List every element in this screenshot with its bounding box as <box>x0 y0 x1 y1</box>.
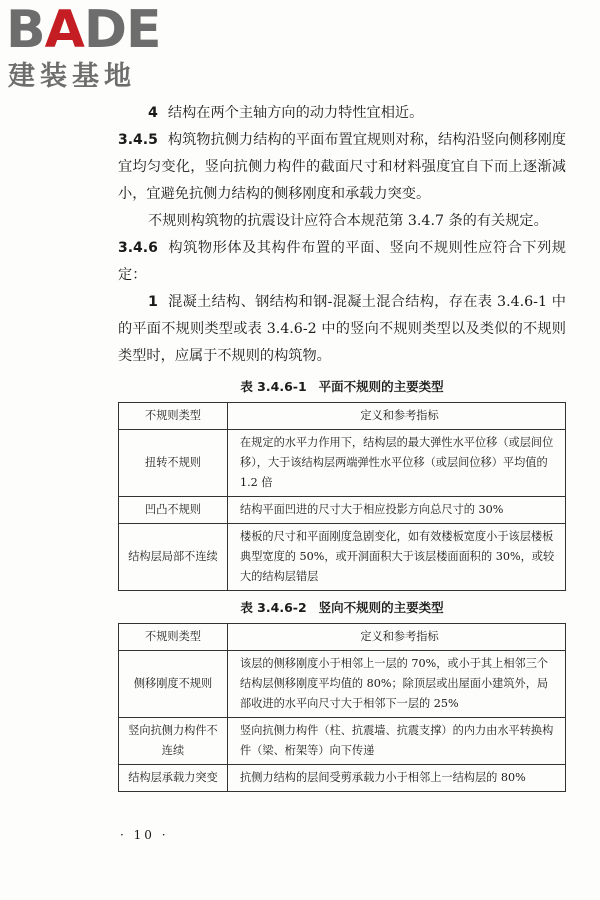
table-cell-type: 扭转不规则 <box>119 430 228 497</box>
table-cell-type: 结构层局部不连续 <box>119 524 228 591</box>
table-row <box>119 718 566 765</box>
table-cell-type: 凹凸不规则 <box>119 497 228 524</box>
logo-letter-b: B <box>6 0 45 60</box>
clause-text: 构筑物形体及其构件布置的平面、竖向不规则性应符合下列规定： <box>118 240 566 283</box>
table-plan-irregularity <box>118 402 566 591</box>
table-row <box>119 497 566 524</box>
table-cell-definition: 在规定的水平力作用下，结构层的最大弹性水平位移（或层间位移），大于该结构层两端弹性水平位移（或层间位移）平均值的 1.2 倍 <box>228 430 566 497</box>
paragraph-text: 结构在两个主轴方向的动力特性宜相近。 <box>167 105 424 121</box>
table-header-cell: 不规则类型 <box>119 624 228 651</box>
logo-wordmark <box>6 0 161 60</box>
paragraph-irregular-reference <box>118 208 566 235</box>
table-cell-type: 竖向抗侧力构件不连续 <box>119 718 228 765</box>
page-number: · 10 · <box>120 828 169 842</box>
table-number: 表 3.4.6-1 <box>240 379 307 394</box>
table-number: 表 3.4.6-2 <box>240 600 307 615</box>
table-2-caption <box>118 599 566 617</box>
table-header-cell: 定义和参考指标 <box>228 403 566 430</box>
table-row <box>119 651 566 718</box>
table-header-row <box>119 403 566 430</box>
clause-number: 3.4.5 <box>118 132 158 148</box>
clause-text: 构筑物抗侧力结构的平面布置宜规则对称，结构沿竖向侧移刚度宜均匀变化，竖向抗侧力构件的截面尺寸和材料强度宜自下而上逐渐减小，宜避免抗侧力结构的侧移刚度和承载力突变。 <box>118 132 566 202</box>
table-title: 竖向不规则的主要类型 <box>318 600 444 615</box>
table-cell-definition: 该层的侧移刚度小于相邻上一层的 70%，或小于其上相邻三个结构层侧移刚度平均值的 80%；除顶层或出屋面小建筑外，局部收进的水平向尺寸大于相邻下一层的 25% <box>228 651 566 718</box>
clause-3-4-5 <box>118 127 566 208</box>
logo <box>6 0 186 96</box>
table-cell-type: 结构层承载力突变 <box>119 765 228 792</box>
table-cell-type: 侧移刚度不规则 <box>119 651 228 718</box>
item-number: 1 <box>148 294 158 310</box>
clause-3-4-6 <box>118 235 566 289</box>
table-row <box>119 765 566 792</box>
logo-letters-de: DE <box>83 0 161 60</box>
paragraph-text: 混凝土结构、钢结构和钢-混凝土混合结构，存在表 3.4.6-1 中的平面不规则类型或表 3.4.6-2 中的竖向不规则类型以及类似的不规则类型时，应属于不规则的构筑物。 <box>118 294 566 364</box>
table-cell-definition: 抗侧力结构的层间受剪承载力小于相邻上一结构层的 80% <box>228 765 566 792</box>
table-header-cell: 定义和参考指标 <box>228 624 566 651</box>
paragraph-text: 不规则构筑物的抗震设计应符合本规范第 3.4.7 条的有关规定。 <box>148 213 548 229</box>
table-row <box>119 524 566 591</box>
table-row <box>119 430 566 497</box>
item-number: 4 <box>148 105 158 121</box>
clause-number: 3.4.6 <box>118 240 158 256</box>
table-cell-definition: 结构平面凹进的尺寸大于相应投影方向总尺寸的 30% <box>228 497 566 524</box>
logo-letter-a: A <box>44 0 84 60</box>
table-cell-definition: 竖向抗侧力构件（柱、抗震墙、抗震支撑）的内力由水平转换构件（梁、桁架等）向下传递 <box>228 718 566 765</box>
table-vertical-irregularity <box>118 623 566 792</box>
page-content <box>118 100 566 792</box>
table-header-row <box>119 624 566 651</box>
table-1-caption <box>118 378 566 396</box>
logo-subtitle: 建装基地 <box>8 61 136 92</box>
paragraph-item-4 <box>118 100 566 127</box>
paragraph-item-1 <box>118 289 566 370</box>
table-cell-definition: 楼板的尺寸和平面刚度急剧变化，如有效楼板宽度小于该层楼板典型宽度的 50%，或开洞面积大于该层楼面面积的 30%，或较大的结构层错层 <box>228 524 566 591</box>
table-header-cell: 不规则类型 <box>119 403 228 430</box>
table-title: 平面不规则的主要类型 <box>318 379 444 394</box>
